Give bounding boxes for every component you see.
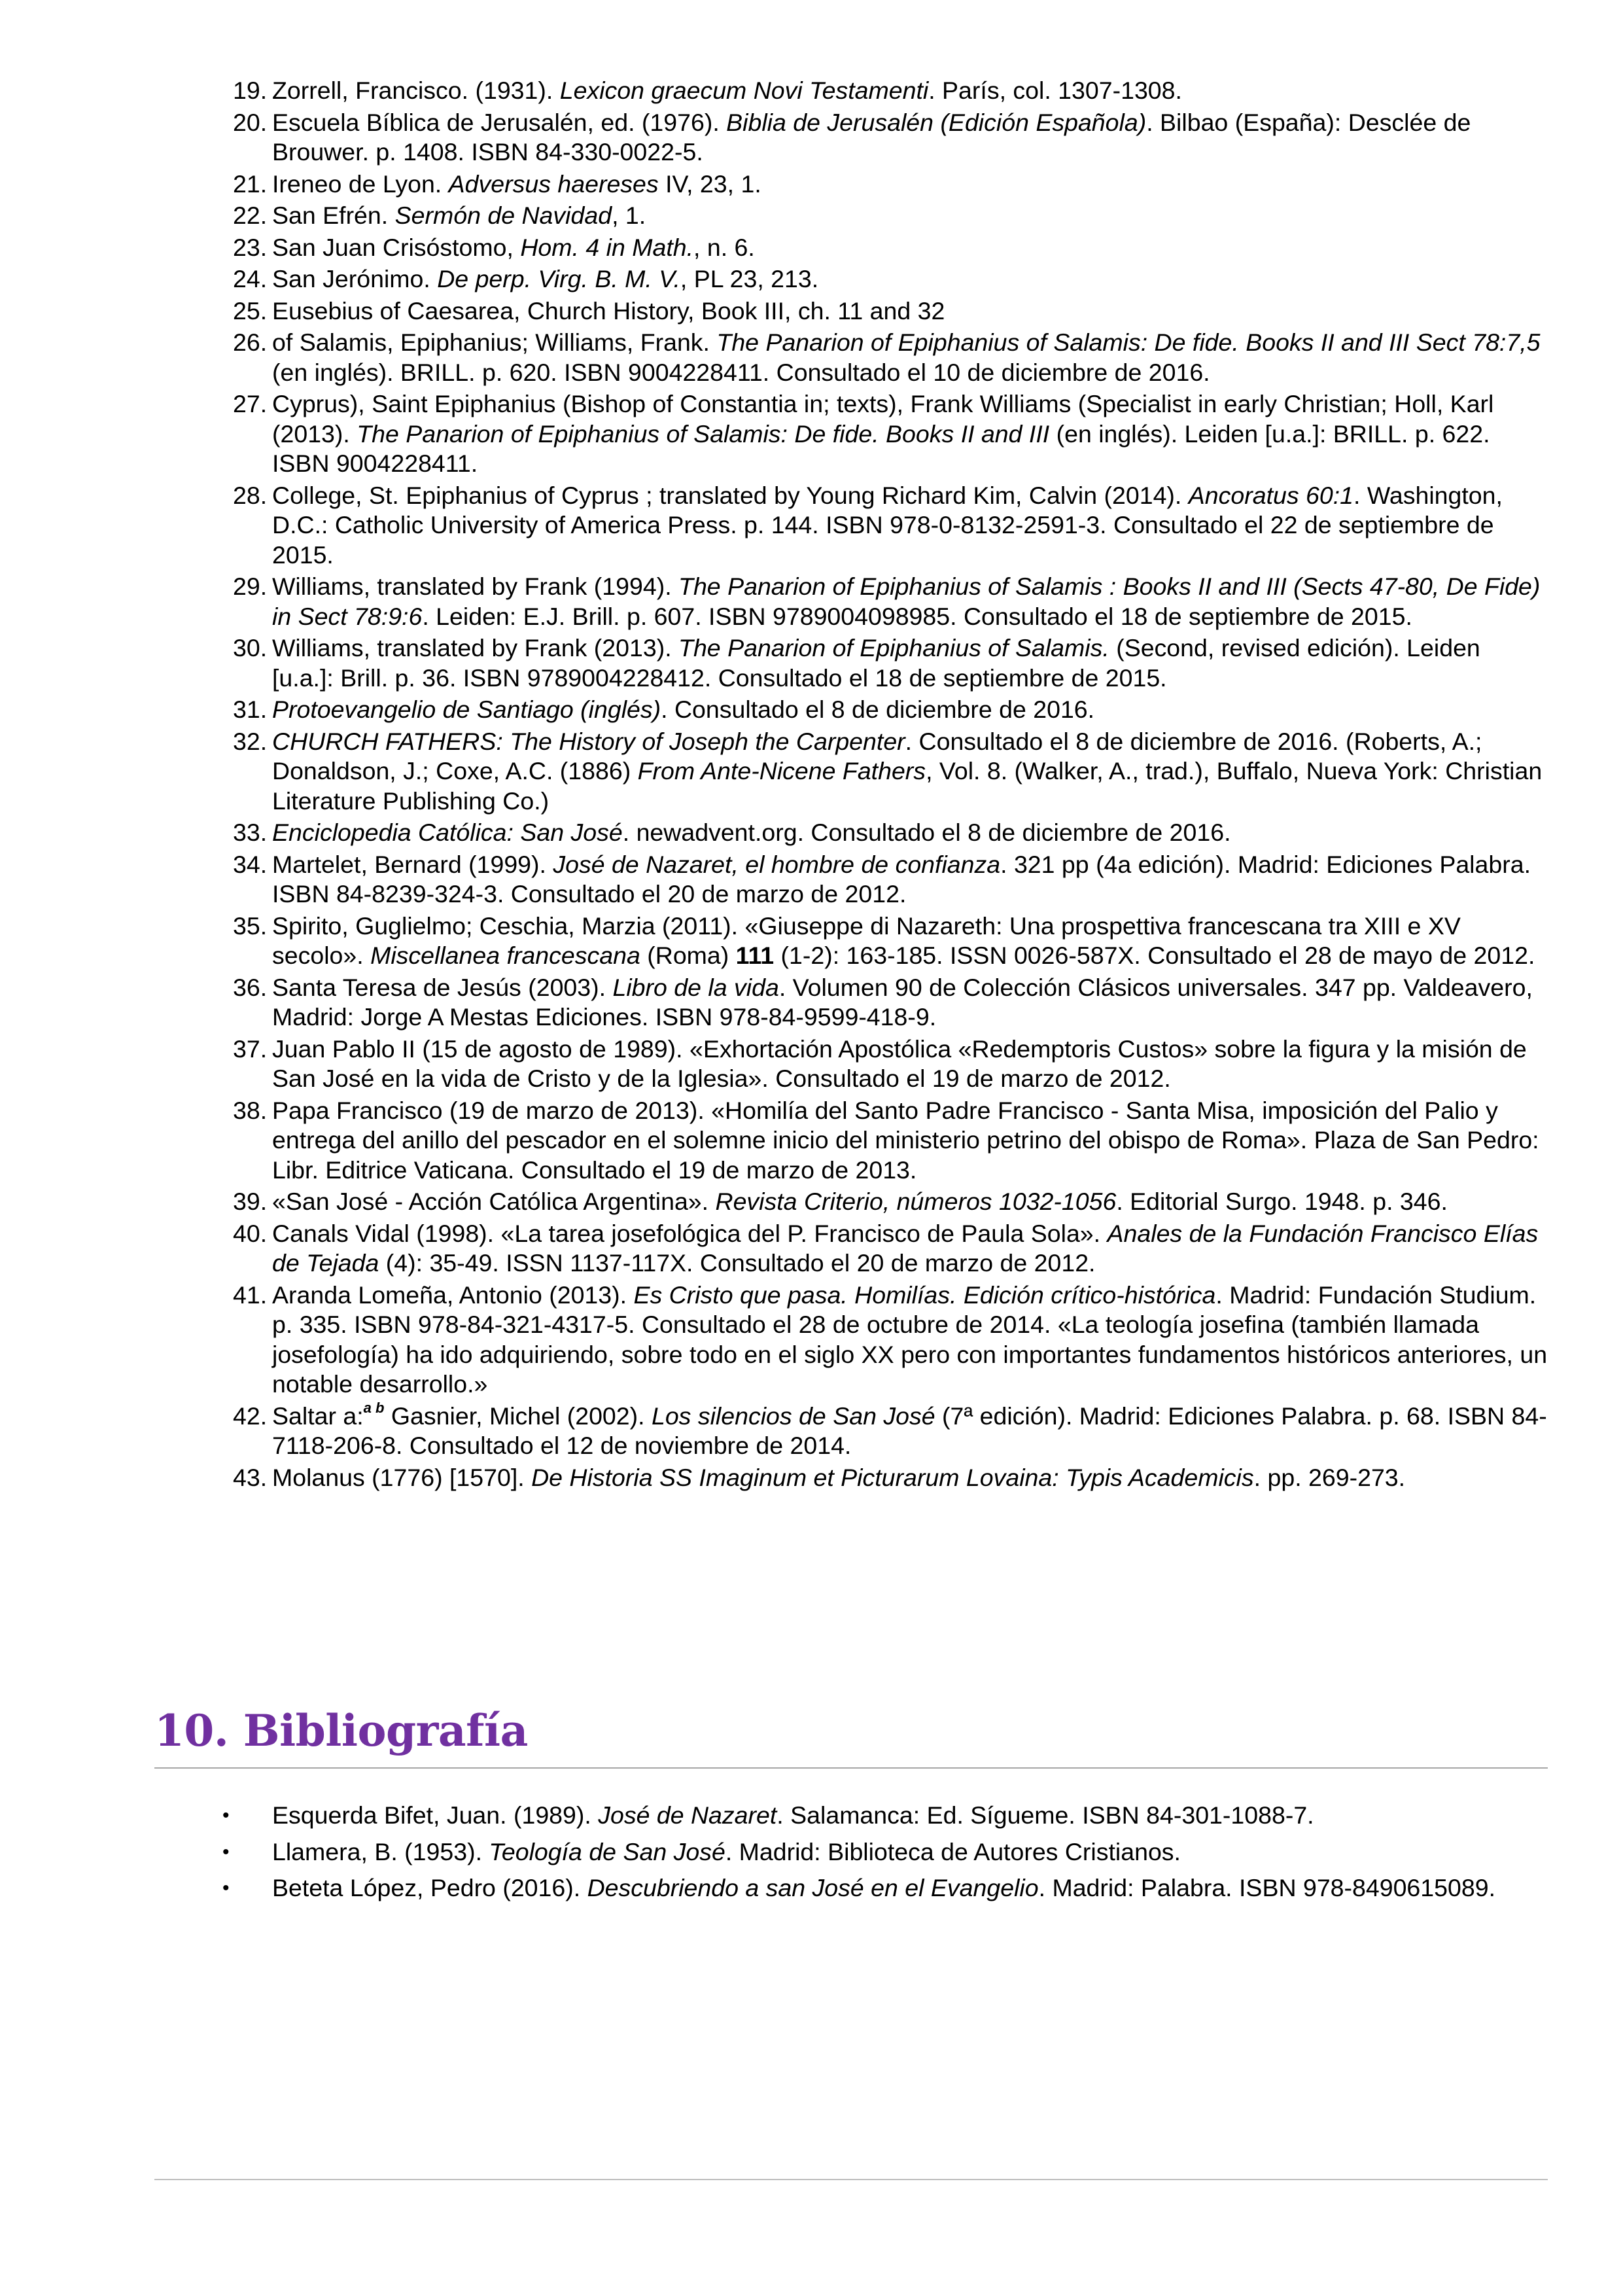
endnote-text: Escuela Bíblica de Jerusalén, ed. (1976). Biblia de Jerusalén (Edición Española). Bilbao (España): Desclée de Brouwer. p. 1408. ISBN 84-330-0022-5. bbox=[272, 108, 1471, 166]
endnote-text: Eusebius of Caesarea, Church History, Book III, ch. 11 and 32 bbox=[272, 296, 945, 325]
endnote-number: 30. bbox=[233, 634, 268, 662]
endnote-text: Canals Vidal (1998). «La tarea josefológica del P. Francisco de Paula Sola». Anales de la Fundación Francisco Elías de Tejada (4): 35-49. ISSN 1137-117X. Consultado el 20 de marzo de 2012. bbox=[272, 1219, 1539, 1277]
endnote-text: Ireneo de Lyon. Adversus haereses IV, 23, 1. bbox=[272, 169, 761, 198]
endnote-item bbox=[233, 1034, 1548, 1094]
endnote-number: 39. bbox=[233, 1188, 268, 1215]
endnote-text: Martelet, Bernard (1999). José de Nazaret, el hombre de confianza. 321 pp (4a edición). Madrid: Ediciones Palabra. ISBN 84-8239-324-3. Consultado el 20 de marzo de 2012. bbox=[272, 850, 1531, 908]
endnote-item bbox=[233, 1219, 1548, 1279]
endnote-text: «San José - Acción Católica Argentina». Revista Criterio, números 1032-1056. Editorial Surgo. 1948. p. 346. bbox=[272, 1188, 1448, 1215]
endnote-number: 37. bbox=[233, 1034, 268, 1063]
endnote-number: 28. bbox=[233, 481, 268, 509]
bibliography-text: Llamera, B. (1953). Teología de San José. Madrid: Biblioteca de Autores Cristianos. bbox=[272, 1837, 1181, 1865]
bibliography-item bbox=[222, 1873, 1550, 1903]
endnote-item bbox=[233, 727, 1548, 817]
endnote-number: 29. bbox=[233, 573, 268, 600]
endnote-number: 34. bbox=[233, 850, 268, 878]
endnote-number: 35. bbox=[233, 911, 268, 940]
endnote-number: 22. bbox=[233, 202, 268, 229]
endnote-item bbox=[233, 233, 1548, 263]
endnote-item bbox=[233, 818, 1548, 848]
endnote-text: CHURCH FATHERS: The History of Joseph the Carpenter. Consultado el 8 de diciembre de 2016. (Roberts, A.; Donaldson, J.; Coxe, A.C. (1886) From Ante-Nicene Fathers, Vol. 8. (Walker, A., trad.), Buffalo, Nueva York: Christian Literature Publishing Co.) bbox=[272, 727, 1543, 815]
endnote-text: Aranda Lomeña, Antonio (2013). Es Cristo que pasa. Homilías. Edición crítico-histórica. Madrid: Fundación Studium. p. 335. ISBN 978-84-321-4317-5. Consultado el 28 de octubre de 2014. «La teología josefina (también llamada josefología) ha ido adquiriendo, sobre todo en el siglo XX pero con importantes fundamentos históricos anteriores, un notable desarrollo.» bbox=[272, 1280, 1548, 1398]
endnote-text: of Salamis, Epiphanius; Williams, Frank. The Panarion of Epiphanius of Salamis: De fide. Books II and III Sect 78:7,5 (en inglés). BRILL. p. 620. ISBN 9004228411. Consultado el 10 de diciembre de 2016. bbox=[272, 328, 1541, 386]
endnote-number: 25. bbox=[233, 296, 268, 325]
endnote-item bbox=[233, 850, 1548, 910]
endnote-text: Spirito, Guglielmo; Ceschia, Marzia (2011). «Giuseppe di Nazareth: Una prospettiva francescana tra XIII e XV secolo». Miscellanea francescana (Roma) 111 (1-2): 163-185. ISSN 0026-587X. Consultado el 28 de mayo de 2012. bbox=[272, 911, 1535, 969]
endnote-item bbox=[233, 633, 1548, 693]
bullet-icon: • bbox=[222, 1877, 230, 1899]
endnote-text: Santa Teresa de Jesús (2003). Libro de la vida. Volumen 90 de Colección Clásicos universales. 347 pp. Valdeavero, Madrid: Jorge A Mestas Ediciones. ISBN 978-84-9599-418-9. bbox=[272, 973, 1533, 1031]
bullet-icon: • bbox=[222, 1805, 230, 1826]
bullet-icon: • bbox=[222, 1841, 230, 1863]
bibliography-section-heading bbox=[154, 1703, 1548, 1769]
bibliography-item bbox=[222, 1837, 1550, 1867]
endnote-text: San Juan Crisóstomo, Hom. 4 in Math., n. 6. bbox=[272, 233, 755, 261]
endnote-text: Juan Pablo II (15 de agosto de 1989). «Exhortación Apostólica «Redemptoris Custos» sobre la figura y la misión de San José en la vida de Cristo y de la Iglesia». Consultado el 19 de marzo de 2012. bbox=[272, 1034, 1527, 1092]
endnote-number: 24. bbox=[233, 265, 268, 292]
endnote-text: Williams, translated by Frank (1994). The Panarion of Epiphanius of Salamis : Books II and III (Sects 47-80, De Fide) in Sect 78:9:6. Leiden: E.J. Brill. p. 607. ISBN 9789004098985. Consultado el 18 de septiembre de 2015. bbox=[272, 573, 1541, 630]
endnote-number: 36. bbox=[233, 973, 268, 1001]
endnote-item bbox=[233, 911, 1548, 971]
endnote-text: College, St. Epiphanius of Cyprus ; translated by Young Richard Kim, Calvin (2014). Ancoratus 60:1. Washington, D.C.: Catholic University of America Press. p. 144. ISBN 978-0-8132-2591-3. Consultado el 22 de septiembre de 2015. bbox=[272, 481, 1503, 569]
endnote-item bbox=[233, 76, 1548, 106]
section-title: 10. Bibliografía bbox=[154, 1705, 528, 1756]
endnote-item bbox=[233, 1402, 1548, 1461]
endnote-item bbox=[233, 296, 1548, 327]
endnote-text: San Efrén. Sermón de Navidad, 1. bbox=[272, 202, 646, 229]
endnote-item bbox=[233, 328, 1548, 387]
endnote-item bbox=[233, 1187, 1548, 1217]
bibliography-text: Esquerda Bifet, Juan. (1989). José de Nazaret. Salamanca: Ed. Sígueme. ISBN 84-301-1088-7. bbox=[272, 1801, 1314, 1829]
endnote-item bbox=[233, 1463, 1548, 1493]
endnote-text: Cyprus), Saint Epiphanius (Bishop of Constantia in; texts), Frank Williams (Specialist in early Christian; Holl, Karl (2013). The Panarion of Epiphanius of Salamis: De fide. Books II and III (en inglés). Leiden [u.a.]: BRILL. p. 622. ISBN 9004228411. bbox=[272, 390, 1494, 477]
endnote-number: 23. bbox=[233, 233, 268, 261]
endnote-text: Molanus (1776) [1570]. De Historia SS Imaginum et Picturarum Lovaina: Typis Academicis. pp. 269-273. bbox=[272, 1463, 1406, 1491]
endnote-number: 27. bbox=[233, 390, 268, 417]
endnote-item bbox=[233, 201, 1548, 231]
endnote-number: 38. bbox=[233, 1096, 268, 1124]
endnote-item bbox=[233, 481, 1548, 571]
endnote-number: 21. bbox=[233, 169, 268, 198]
endnote-item bbox=[233, 108, 1548, 168]
endnote-number: 19. bbox=[233, 77, 268, 104]
endnote-text: Saltar a:$^{a b}$ Gasnier, Michel (2002). Los silencios de San José (7ª edición). Madrid: Ediciones Palabra. p. 68. ISBN 84-7118-206-8. Consultado el 12 de noviembre de 2014. bbox=[272, 1400, 1547, 1459]
endnote-number: 26. bbox=[233, 328, 268, 356]
endnote-text: Enciclopedia Católica: San José. newadvent.org. Consultado el 8 de diciembre de 2016. bbox=[272, 819, 1231, 846]
endnote-item bbox=[233, 389, 1548, 479]
endnote-item bbox=[233, 1280, 1548, 1400]
endnote-text: San Jerónimo. De perp. Virg. B. M. V., PL 23, 213. bbox=[272, 265, 819, 292]
footer-divider bbox=[154, 2179, 1548, 2180]
endnote-item bbox=[233, 695, 1548, 725]
endnote-number: 31. bbox=[233, 696, 268, 723]
bibliography-item bbox=[222, 1801, 1550, 1831]
bibliography-text: Beteta López, Pedro (2016). Descubriendo a san José en el Evangelio. Madrid: Palabra. ISBN 978-8490615089. bbox=[272, 1874, 1495, 1901]
endnote-number: 42. bbox=[233, 1402, 268, 1430]
bibliography-list bbox=[222, 1801, 1550, 1910]
endnote-text: Zorrell, Francisco. (1931). Lexicon graecum Novi Testamenti. París, col. 1307-1308. bbox=[272, 77, 1182, 104]
endnote-number: 20. bbox=[233, 108, 268, 136]
endnote-number: 40. bbox=[233, 1219, 268, 1247]
endnote-item bbox=[233, 264, 1548, 294]
endnote-number: 41. bbox=[233, 1280, 268, 1309]
endnote-text: Protoevangelio de Santiago (inglés). Consultado el 8 de diciembre de 2016. bbox=[272, 696, 1095, 723]
endnote-item bbox=[233, 572, 1548, 631]
endnote-text: Papa Francisco (19 de marzo de 2013). «Homilía del Santo Padre Francisco - Santa Misa, imposición del Palio y entrega del anillo del pescador en el solemne inicio del ministerio petrino del obispo de Roma». Plaza de San Pedro: Libr. Editrice Vaticana. Consultado el 19 de marzo de 2013. bbox=[272, 1096, 1539, 1184]
endnote-item bbox=[233, 1096, 1548, 1186]
endnote-item bbox=[233, 169, 1548, 200]
endnote-number: 32. bbox=[233, 727, 268, 755]
endnotes-list bbox=[233, 76, 1548, 1494]
endnote-number: 43. bbox=[233, 1463, 268, 1491]
endnote-text: Williams, translated by Frank (2013). The Panarion of Epiphanius of Salamis. (Second, revised edición). Leiden [u.a.]: Brill. p. 36. ISBN 9789004228412. Consultado el 18 de septiembre de 2015. bbox=[272, 634, 1480, 692]
endnote-item bbox=[233, 973, 1548, 1033]
endnote-number: 33. bbox=[233, 819, 268, 846]
